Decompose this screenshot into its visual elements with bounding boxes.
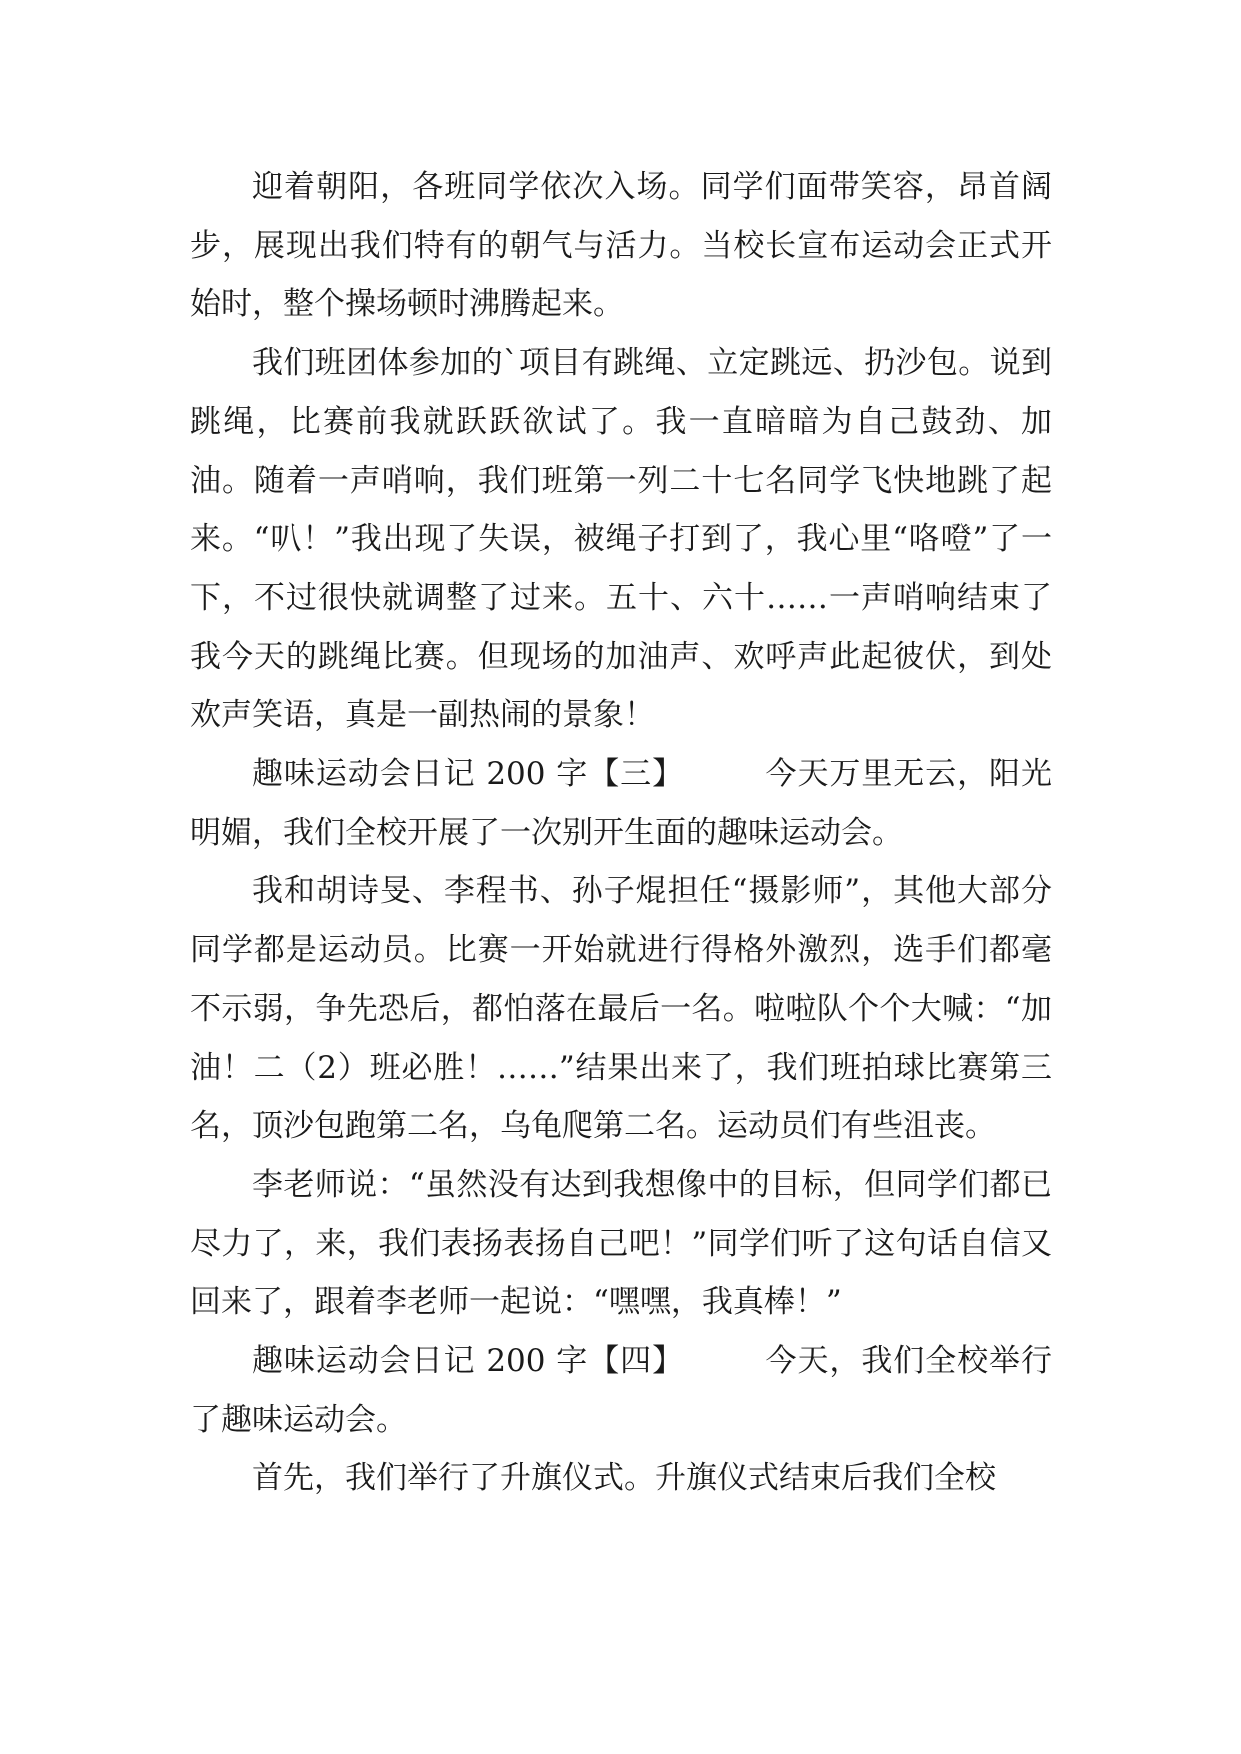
section-four-paragraph <box>190 1332 1052 1449</box>
document-page <box>190 158 1052 1508</box>
paragraph: 首先，我们举行了升旗仪式。升旗仪式结束后我们全校 <box>252 1460 996 1497</box>
paragraph: 李老师说：“虽然没有达到我想像中的目标，但同学们都已尽力了，来，我们表扬表扬自己吧！”同学们听了这句话自信又回来了，跟着李老师一起说：“嘿嘿，我真棒！” <box>190 1166 1052 1321</box>
paragraph: 我和胡诗旻、李程书、孙子焜担任“摄影师”，其他大部分同学都是运动员。比赛一开始就进行得格外激烈，选手们都毫不示弱，争先恐后，都怕落在最后一名。啦啦队个个大喊：“加油！二（2）班必胜！……”结果出来了，我们班拍球比赛第三名，顶沙包跑第二名，乌龟爬第二名。运动员们有些沮丧。 <box>190 873 1052 1145</box>
section-text: 今天，我们全校举行了趣味运动会。 <box>190 1343 1052 1438</box>
section-text: 今天万里无云，阳光明媚，我们全校开展了一次别开生面的趣味运动会。 <box>190 756 1052 851</box>
paragraph: 迎着朝阳，各班同学依次入场。同学们面带笑容，昂首阔步，展现出我们特有的朝气与活力。当校长宣布运动会正式开始时，整个操场顿时沸腾起来。 <box>190 169 1052 323</box>
section-three-paragraph <box>190 745 1052 862</box>
paragraph: 我们班团体参加的`项目有跳绳、立定跳远、扔沙包。说到跳绳，比赛前我就跃跃欲试了。我一直暗暗为自己鼓劲、加油。随着一声哨响，我们班第一列二十七名同学飞快地跳了起来。“叭！”我出现了失误，被绳子打到了，我心里“咯噔”了一下，不过很快就调整了过来。五十、六十……一声哨响结束了我今天的跳绳比赛。但现场的加油声、欢呼声此起彼伏，到处欢声笑语，真是一副热闹的景象！ <box>190 345 1052 734</box>
section-heading: 趣味运动会日记 200 字【四】 <box>252 1343 684 1380</box>
section-heading: 趣味运动会日记 200 字【三】 <box>252 756 684 793</box>
